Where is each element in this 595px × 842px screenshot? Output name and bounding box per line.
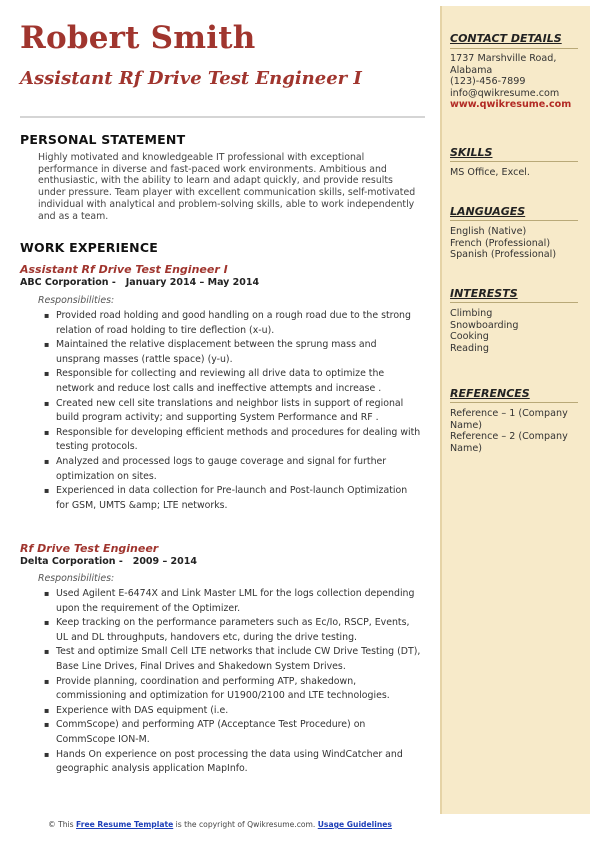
interests-heading: INTERESTS xyxy=(450,287,518,300)
responsibility-item: ▪ Responsible for developing efficient methods and procedures for dealing with testing protocols. xyxy=(38,426,422,455)
interest-item: Snowboarding xyxy=(450,319,519,331)
work-experience-heading: WORK EXPERIENCE xyxy=(20,240,158,255)
language-item: Spanish (Professional) xyxy=(450,249,557,261)
personal-statement-heading: PERSONAL STATEMENT xyxy=(20,132,186,147)
sidebar-divider xyxy=(450,161,578,162)
responsibility-item: ▪ Keep tracking on the performance parameters such as Ec/Io, RSCP, Events, UL and DL throughputs, handovers etc, during the drive testing. xyxy=(38,616,422,645)
website-link[interactable]: www.qwikresume.com xyxy=(450,99,572,111)
responsibility-item: ▪ Experienced in data collection for Pre-launch and Post-launch Optimization for GSM, UMTS &amp; LTE networks. xyxy=(38,484,422,513)
responsibility-item: ▪ Experience with DAS equipment (i.e. xyxy=(38,704,422,719)
interests-list xyxy=(450,308,584,354)
interest-item: Cooking xyxy=(450,331,489,343)
responsibilities-label: Responsibilities: xyxy=(38,573,115,584)
footer-copyright-text: is the copyright of Qwikresume.com. xyxy=(175,820,316,829)
footer-prefix: © This xyxy=(48,820,74,829)
skills-heading: SKILLS xyxy=(450,146,493,159)
personal-statement-text: Highly motivated and knowledgeable IT professional with exceptional performance in diverse and fast-paced work environments. Ambitious and enthusiastic, with the ability to learn and adapt quickly, and provide results under pressure. Team player with excellent communication skills, self-motivated individual with analytical and problem-solving skills, able to work independently and as a team. xyxy=(38,152,416,222)
responsibility-item: ▪ Test and optimize Small Cell LTE networks that include CW Drive Testing (DT), Base Line Drives, Final Drives and Shakedown System Drives. xyxy=(38,645,422,674)
interest-item: Reading xyxy=(450,342,489,354)
job-responsibilities-list xyxy=(38,309,422,513)
usage-guidelines-link[interactable]: Usage Guidelines xyxy=(317,820,392,829)
responsibility-item: ▪ Used Agilent E-6474X and Link Master LML for the logs collection depending upon the requirement of the Optimizer. xyxy=(38,587,422,616)
contact-details-heading: CONTACT DETAILS xyxy=(450,32,562,45)
sidebar-divider xyxy=(450,48,578,49)
responsibility-item: ▪ Analyzed and processed logs to gauge coverage and signal for further optimization on sites. xyxy=(38,455,422,484)
responsibility-item: ▪ CommScope) and performing ATP (Acceptance Test Procedure) on CommScope ION-M. xyxy=(38,718,422,747)
sidebar-divider xyxy=(450,402,578,403)
sidebar-divider xyxy=(450,220,578,221)
job-company-dates: Delta Corporation - 2009 – 2014 xyxy=(20,556,197,567)
responsibilities-label: Responsibilities: xyxy=(38,295,115,306)
responsibility-item: ▪ Hands On experience on post processing the data using WindCatcher and geographic analysis application MapInfo. xyxy=(38,748,422,777)
languages-list xyxy=(450,226,584,261)
references-list xyxy=(450,408,584,454)
sidebar-divider xyxy=(450,302,578,303)
footer xyxy=(0,820,440,829)
email-address[interactable]: info@qwikresume.com xyxy=(450,87,560,99)
responsibility-item: ▪ Provide planning, coordination and performing ATP, shakedown, commissioning and optimization for U1900/2100 and LTE technologies. xyxy=(38,675,422,704)
reference-item: Reference – 1 (Company Name) xyxy=(450,408,568,431)
responsibility-item: ▪ Responsible for collecting and reviewing all drive data to optimize the network and reduce lost calls and ineffective attempts and increase . xyxy=(38,367,422,396)
reference-item: Reference – 2 (Company Name) xyxy=(450,431,568,454)
job-title: Assistant Rf Drive Test Engineer I xyxy=(20,263,228,276)
language-item: French (Professional) xyxy=(450,237,551,249)
job-title: Rf Drive Test Engineer xyxy=(20,542,159,555)
phone-number: (123)-456-7899 xyxy=(450,76,526,88)
languages-heading: LANGUAGES xyxy=(450,205,526,218)
free-resume-template-link[interactable]: Free Resume Template xyxy=(76,820,174,829)
job-company-dates: ABC Corporation - January 2014 – May 2014 xyxy=(20,277,260,288)
references-heading: REFERENCES xyxy=(450,387,530,400)
address-line: Alabama xyxy=(450,64,493,76)
contact-details xyxy=(450,53,584,111)
language-item: English (Native) xyxy=(450,226,527,237)
header-divider xyxy=(20,116,425,118)
interest-item: Climbing xyxy=(450,308,493,319)
address-line: 1737 Marshville Road, xyxy=(450,53,557,64)
job-responsibilities-list xyxy=(38,587,422,777)
responsibility-item: ▪ Created new cell site translations and neighbor lists in support of regional build program activity; and supporting System Performance and RF . xyxy=(38,397,422,426)
candidate-title: Assistant Rf Drive Test Engineer I xyxy=(20,68,362,89)
responsibility-item: ▪ Maintained the relative displacement between the sprung mass and unsprang masses (rattle space) (y-u). xyxy=(38,338,422,367)
responsibility-item: ▪ Provided road holding and good handling on a rough road due to the strong relation of road holding to tire deflection (x-u). xyxy=(38,309,422,338)
candidate-name: Robert Smith xyxy=(20,20,256,56)
skills-text: MS Office, Excel. xyxy=(450,167,530,178)
